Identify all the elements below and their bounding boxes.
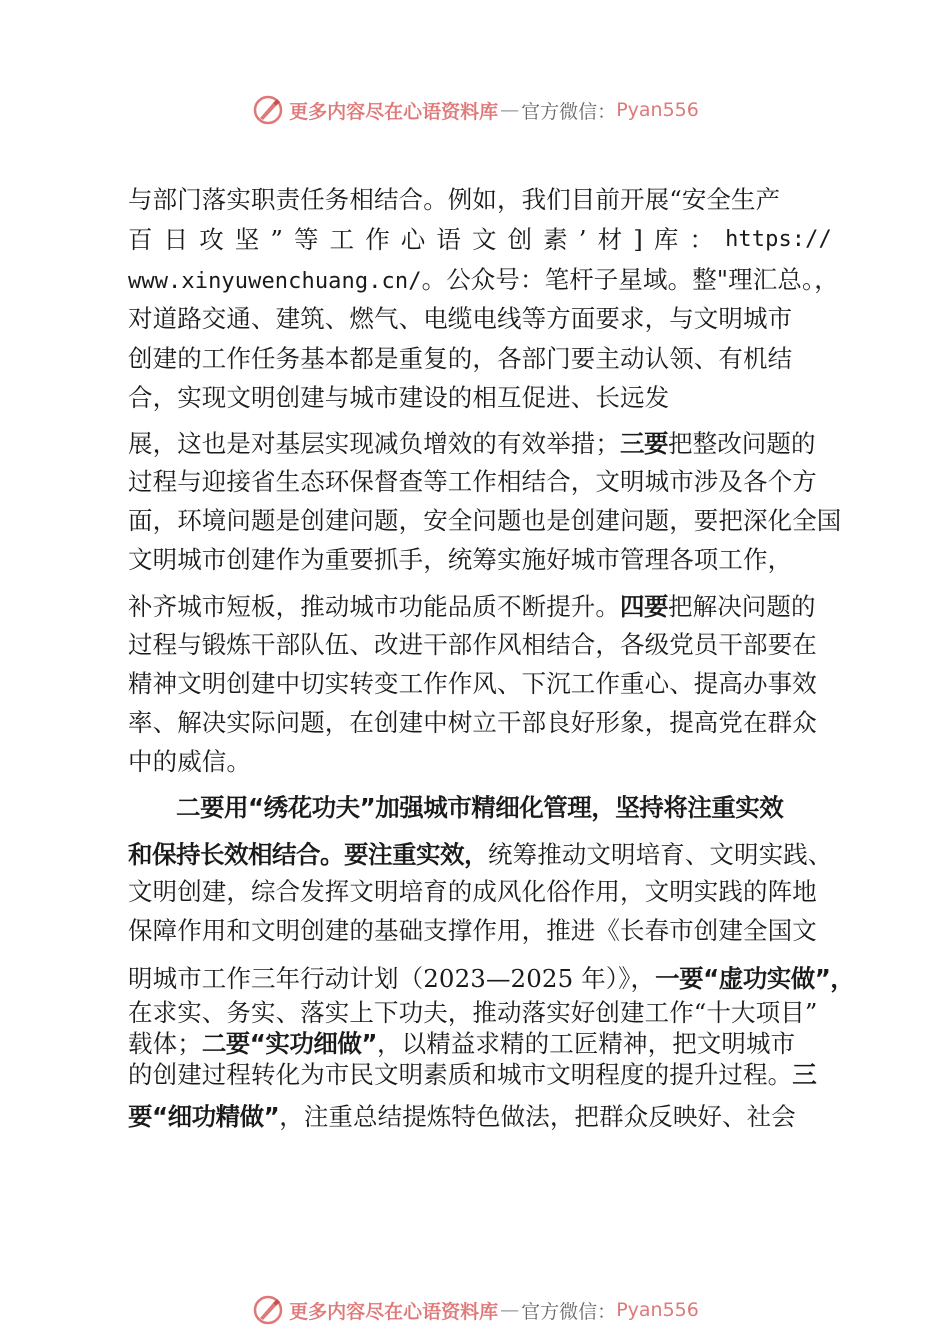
bold-marker: 要“细功精做” <box>128 1102 280 1131</box>
watermark-dash: — <box>500 1299 520 1321</box>
text-line: 明城市工作三年行动计划（2023—2025 年）》，一要“虚功实做”， <box>128 964 855 993</box>
text-line: 过程与锻炼干部队伍、改进干部作风相结合，各级党员干部要在 <box>128 630 817 659</box>
text-line: 中的威信。 <box>128 747 251 776</box>
text-line: 在求实、务实、落实上下功夫，推动落实好创建工作“十大项目” <box>128 998 818 1027</box>
watermark-label: 官方微信： <box>521 1300 617 1323</box>
text-line: 的创建过程转化为市民文明素质和城市文明程度的提升过程。三 <box>128 1060 817 1089</box>
text-line: 文明城市创建作为重要抓手，统筹实施好城市管理各项工作， <box>128 545 793 574</box>
text-line: 补齐城市短板，推动城市功能品质不断提升。四要把解决问题的 <box>128 592 816 621</box>
watermark-brand: 更多内容尽在心语资料库 <box>289 1300 499 1323</box>
watermark-label: 官方微信： <box>521 100 617 123</box>
text-line: 面，环境问题是创建问题，安全问题也是创建问题，要把深化全国 <box>128 506 842 535</box>
text-line: 展，这也是对基层实现减负增效的有效举措；三要把整改问题的 <box>128 429 816 458</box>
text-line: 对道路交通、建筑、燃气、电缆电线等方面要求，与文明城市 <box>128 304 793 333</box>
watermark-id: Pyan556 <box>616 1299 699 1321</box>
watermark-brand: 更多内容尽在心语资料库 <box>289 100 499 123</box>
text-line: 文明创建，综合发挥文明培育的成风化俗作用，文明实践的阵地 <box>128 877 817 906</box>
bold-marker: 三 <box>792 1060 817 1089</box>
pen-logo-icon <box>251 93 285 127</box>
text-line: 要“细功精做”，注重总结提炼特色做法，把群众反映好、社会 <box>128 1102 796 1131</box>
footer-watermark <box>0 1290 950 1330</box>
pen-logo-icon <box>251 1293 285 1327</box>
text-line: 率、解决实际问题，在创建中树立干部良好形象，提高党在群众 <box>128 708 817 737</box>
section-heading: 二要用“绣花功夫”加强城市精细化管理，坚持将注重实效 <box>176 793 784 822</box>
text-line: 载体；二要“实功细做”，以精益求精的工匠精神，把文明城市 <box>128 1029 796 1058</box>
text-line: 精神文明创建中切实转变工作作风、下沉工作重心、提高办事效 <box>128 669 817 698</box>
watermark-id: Pyan556 <box>616 99 699 121</box>
text-line: 和保持长效相结合。要注重实效，统筹推动文明培育、文明实践、 <box>128 840 833 869</box>
text-line: www.xinyuwenchuang.cn/。公众号：笔杆子星域。整"理汇总。， <box>128 265 839 294</box>
bold-marker: 一要“虚功实做”， <box>655 964 855 993</box>
text-line: 创建的工作任务基本都是重复的，各部门要主动认领、有机结 <box>128 344 793 373</box>
text-line: 保障作用和文明创建的基础支撑作用，推进《长春市创建全国文 <box>128 916 817 945</box>
header-watermark <box>0 90 950 130</box>
bold-marker: 四要 <box>620 592 668 621</box>
watermark-dash: — <box>500 99 520 121</box>
text-line-justified: 百 日 攻 坚 ” 等 工 作 心 语 文 创 素 ’ 材 ] 库 ： https:// <box>128 225 832 254</box>
bold-marker: 和保持长效相结合。要注重实效， <box>128 840 488 869</box>
text-line: 与部门落实职责任务相结合。例如，我们目前开展“安全生产 <box>128 185 781 214</box>
bold-marker: 二要“实功细做” <box>201 1029 378 1058</box>
text-line: 过程与迎接省生态环保督查等工作相结合，文明城市涉及各个方 <box>128 467 817 496</box>
text-line: 合，实现文明创建与城市建设的相互促进、长远发 <box>128 383 670 412</box>
url-text: www.xinyuwenchuang.cn/ <box>128 269 422 294</box>
bold-marker: 三要 <box>620 429 668 458</box>
